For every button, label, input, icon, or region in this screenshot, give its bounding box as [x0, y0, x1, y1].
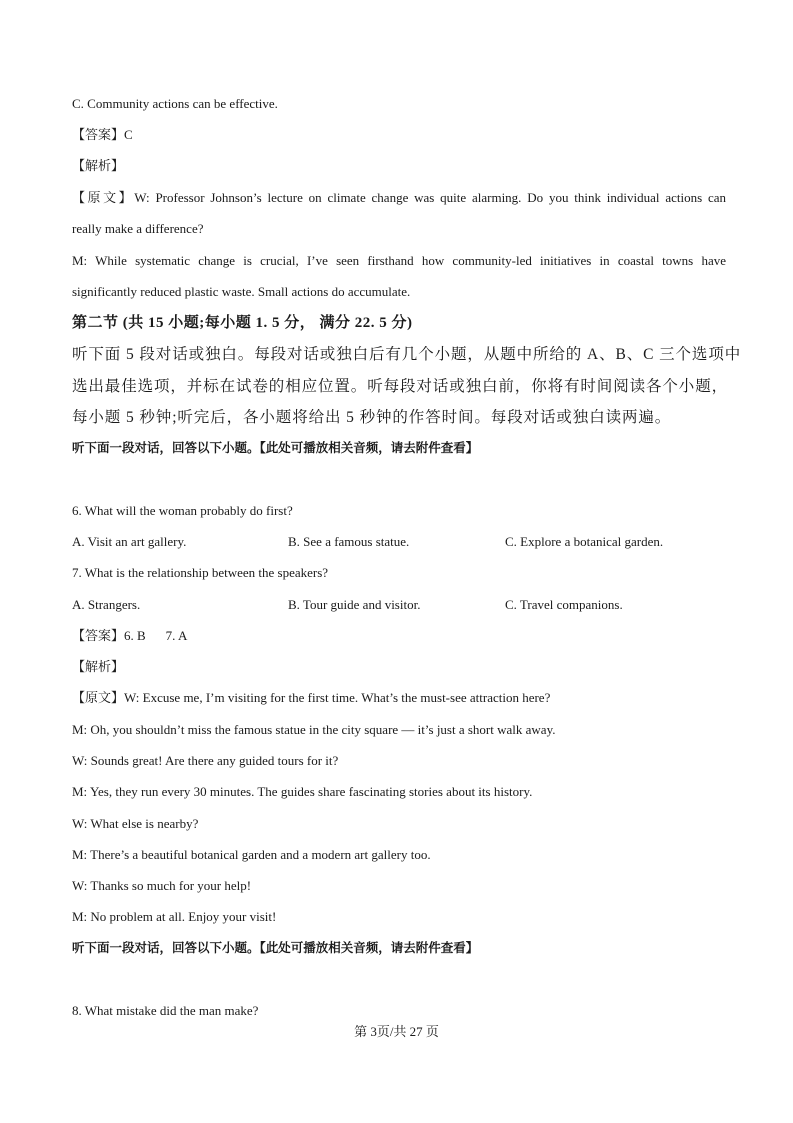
q6-option-b: B. See a famous statue.	[288, 534, 410, 549]
q67-analysis-label: 【解析】	[72, 659, 125, 674]
section2-instruction-3: 每小题 5 秒钟;听完后，各小题将给出 5 秒钟的作答时间。每段对话或独白读两遍。	[72, 409, 672, 426]
q67-answer	[72, 628, 187, 644]
q5-transcript-line-3: M: While systematic change is crucial, I’ve seen firsthand how community-led initiatives in coastal towns have	[72, 253, 726, 268]
q7-option-c: C. Travel companions.	[505, 597, 623, 612]
q67-transcript-line-7: W: Thanks so much for your help!	[72, 878, 252, 893]
q5-transcript-line-4: significantly reduced plastic waste. Small actions do accumulate.	[72, 284, 411, 299]
q6-question: 6. What will the woman probably do first?	[72, 503, 293, 518]
q67-transcript-line-8: M: No problem at all. Enjoy your visit!	[72, 909, 277, 924]
q67-transcript-line-4: M: Yes, they run every 30 minutes. The guides share fascinating stories about its history.	[72, 784, 533, 799]
q67-transcript-line-5: W: What else is nearby?	[72, 816, 199, 831]
page-footer: 第 3页/共 27 页	[354, 1024, 439, 1039]
q7-option-b: B. Tour guide and visitor.	[288, 597, 421, 612]
section2-heading: 第二节 (共 15 小题;每小题 1. 5 分， 满分 22. 5 分)	[72, 315, 413, 331]
q8-question: 8. What mistake did the man make?	[72, 1003, 259, 1018]
q7-question: 7. What is the relationship between the speakers?	[72, 565, 329, 580]
section2-instruction-1: 听下面 5 段对话或独白。每段对话或独白后有几个小题，从题中所给的 A、B、C 三个选项中	[72, 346, 742, 363]
q5-option-c: C. Community actions can be effective.	[72, 96, 278, 111]
q67-answer-second: 7. A	[165, 628, 188, 643]
q67-transcript-line-3: W: Sounds great! Are there any guided tours for it?	[72, 753, 339, 768]
q67-transcript-line-2: M: Oh, you shouldn’t miss the famous statue in the city square — it’s just a short walk away.	[72, 722, 556, 737]
q5-transcript-line-1: 【原文】W: Professor Johnson’s lecture on climate change was quite alarming. Do you think individual actions can	[72, 190, 726, 205]
q5-transcript-line-2: really make a difference?	[72, 221, 204, 236]
q6-option-a: A. Visit an art gallery.	[72, 534, 187, 549]
q5-answer: 【答案】C	[72, 127, 133, 142]
section2-instruction-2: 选出最佳选项，并标在试卷的相应位置。听每段对话或独白前，你将有时间阅读各个小题，	[72, 378, 729, 395]
q6-option-c: C. Explore a botanical garden.	[505, 534, 664, 549]
q7-option-a: A. Strangers.	[72, 597, 141, 612]
q67-answer-first: 【答案】6. B	[72, 628, 146, 643]
q67-transcript-line-1: 【原文】W: Excuse me, I’m visiting for the first time. What’s the must-see attraction here?	[72, 690, 551, 705]
q5-analysis-label: 【解析】	[72, 158, 125, 173]
listen-prompt-2: 听下面一段对话，回答以下小题。【此处可播放相关音频，请去附件查看】	[72, 941, 479, 955]
q67-transcript-line-6: M: There’s a beautiful botanical garden and a modern art gallery too.	[72, 847, 431, 862]
listen-prompt-1: 听下面一段对话，回答以下小题。【此处可播放相关音频，请去附件查看】	[72, 441, 479, 455]
